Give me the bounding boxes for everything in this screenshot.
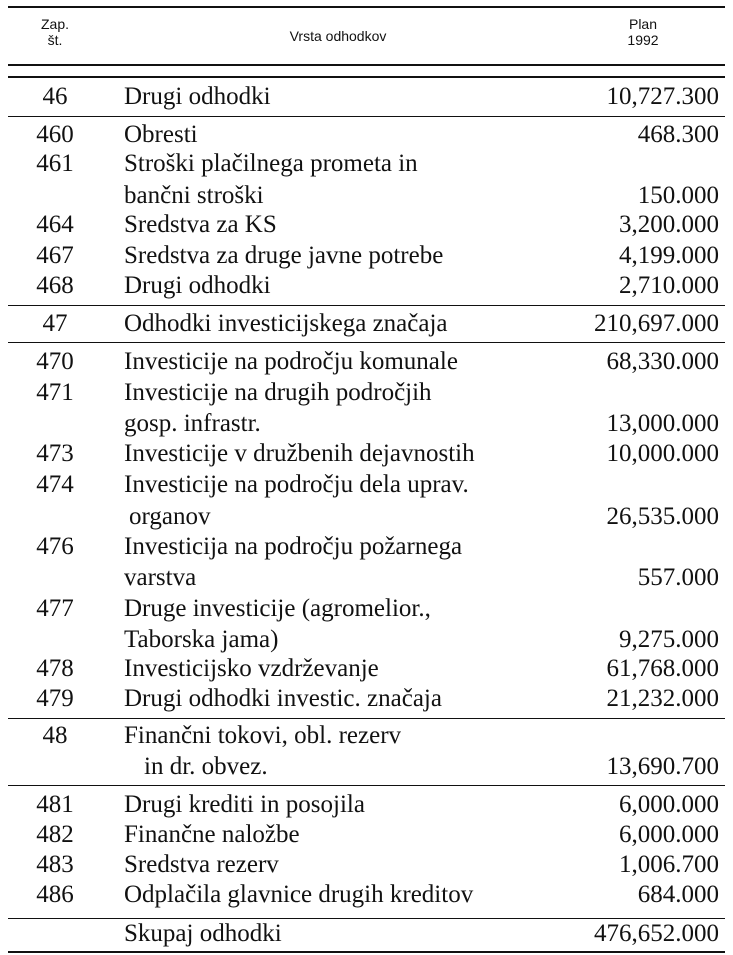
row-desc: in dr. obvez. [144,753,268,780]
section-rule-46 [8,116,725,117]
row-value: 13,000.000 [606,410,719,437]
row-code: 482 [36,821,74,848]
row-code: 47 [42,310,68,337]
row-code: 477 [36,595,74,622]
row-code: 483 [36,851,74,878]
header-col-zap [8,16,102,48]
row-desc: Sredstva za KS [124,211,277,238]
row-value: 3,200.000 [619,211,719,238]
row-desc: Drugi odhodki [124,272,271,299]
total-value: 476,652.000 [594,920,719,947]
table-bottom-rule [8,951,725,953]
header-col-zap-line2: št. [47,32,63,48]
row-code: 486 [36,881,74,908]
section-rule-47-bottom [8,342,725,343]
row-value: 10,000.000 [606,440,719,467]
row-value: 68,330.000 [606,348,719,375]
total-label: Skupaj odhodki [124,920,282,947]
row-desc: Sredstva za druge javne potrebe [124,242,444,269]
header-col-plan-line1: Plan [628,16,658,32]
row-code: 474 [36,471,74,498]
row-code: 464 [36,211,74,238]
header-col-plan-line2: 1992 [627,32,659,48]
row-value: 1,006.700 [619,851,719,878]
row-value: 21,232.000 [606,685,719,712]
row-value: 6,000.000 [619,791,719,818]
row-code: 478 [36,655,74,682]
row-code: 48 [42,722,68,749]
row-value: 26,535.000 [606,503,719,530]
section-rule-47-top [8,305,725,306]
row-desc: Investicije na področju dela uprav. [124,471,469,498]
row-value: 4,199.000 [619,242,719,269]
row-desc: Drugi krediti in posojila [124,791,365,818]
row-code: 460 [36,121,74,148]
row-desc: organov [129,503,211,530]
row-desc: bančni stroški [124,182,264,209]
row-code: 476 [36,533,74,560]
row-desc: Stroški plačilnega prometa in [124,150,418,177]
row-value: 557.000 [637,564,719,591]
row-desc: Finančne naložbe [124,821,300,848]
row-desc: Investicijsko vzdrževanje [124,655,379,682]
row-code: 46 [42,83,68,110]
section-rule-48-top [8,718,725,719]
row-code: 470 [36,348,74,375]
row-desc: Druge investicije (agromelior., [124,595,431,622]
row-value: 684.000 [637,881,719,908]
section-rule-48-bottom [8,785,725,786]
row-desc: Drugi odhodki [124,83,271,110]
row-desc: varstva [124,564,197,591]
row-desc: Sredstva rezerv [124,851,279,878]
row-code: 467 [36,242,74,269]
header-col-zap-line1: Zap. [40,16,69,32]
row-value: 61,768.000 [606,655,719,682]
header-col-vrsta: Vrsta odhodkov [289,28,387,44]
row-desc: Drugi odhodki investic. značaja [124,685,442,712]
row-desc: Investicije na drugih področjih [124,379,432,406]
row-code: 471 [36,379,74,406]
table-top-rule [8,6,725,8]
row-desc: Obresti [124,121,198,148]
table-header [8,2,725,72]
row-value: 9,275.000 [619,626,719,653]
header-rule-2 [8,76,725,78]
row-value: 2,710.000 [619,272,719,299]
total-rule [8,918,725,919]
row-desc: Taborska jama) [124,626,279,653]
row-desc: Investicije na področju komunale [124,348,458,375]
row-desc: Odhodki investicijskega značaja [124,310,448,337]
row-desc: Investicije v družbenih dejavnostih [124,440,475,467]
row-value: 210,697.000 [594,310,719,337]
row-value: 468.300 [637,121,719,148]
row-code: 481 [36,791,74,818]
row-desc: Finančni tokovi, obl. rezerv [124,722,402,749]
row-value: 6,000.000 [619,821,719,848]
row-desc: gosp. infrastr. [124,410,261,437]
row-value: 13,690.700 [606,753,719,780]
header-rule-1 [8,64,725,66]
row-code: 479 [36,685,74,712]
row-code: 461 [36,150,74,177]
header-col-plan [568,16,718,48]
row-value: 150.000 [637,182,719,209]
row-desc: Investicija na področju požarnega [124,533,463,560]
row-desc: Odplačila glavnice drugih kreditov [124,881,474,908]
row-code: 468 [36,272,74,299]
row-code: 473 [36,440,74,467]
row-value: 10,727.300 [606,83,719,110]
